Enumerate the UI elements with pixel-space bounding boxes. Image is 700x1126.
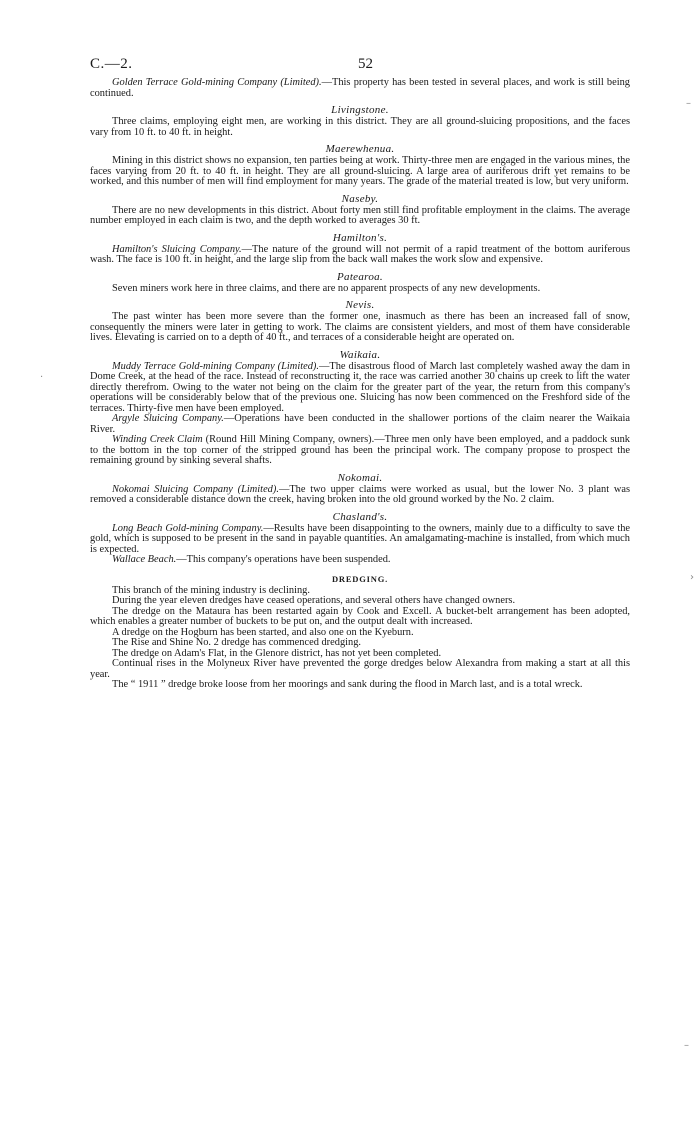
paragraph <box>90 284 630 295</box>
paragraph-text: Mining in this district shows no expansion, ten parties being at work. Thirty-three men are engaged in the various mines, the faces varying from 20 ft. to 40 ft. in height. They are all ground-sluicing. A large area of auriferous drift yet remains to be worked, and this number of men will find employment for many years. The grade of the material treated is low, but very uniform. <box>90 155 630 187</box>
paragraph <box>90 524 630 556</box>
paragraph-lead: Argyle Sluicing Company. <box>112 413 224 424</box>
paragraph: The dredge on Adam's Flat, in the Glenore district, has not yet been completed. <box>112 647 442 659</box>
paragraph <box>90 485 630 506</box>
dredging-paragraphs <box>90 586 630 691</box>
paragraph-text: —This property has been tested in several places, and work is still being continued. <box>90 77 631 99</box>
page-header <box>90 56 630 78</box>
section-livingstone <box>90 104 630 138</box>
paragraph <box>90 555 630 566</box>
section-heading: Nokomai. <box>337 471 383 484</box>
paragraph: Continual rises in the Molyneux River have prevented the gorge dredges below Alexandra from making a start at all this year. <box>90 658 630 680</box>
paragraph <box>90 362 630 415</box>
paragraph-text: —Operations have been conducted in the shallower portions of the claim nearer the Waikaia River. <box>90 413 630 435</box>
paragraph-lead: Nokomai Sluicing Company (Limited). <box>112 483 279 495</box>
section-heading: Maerewhenua. <box>325 143 395 155</box>
dredging-section <box>90 574 630 691</box>
section-heading: Nevis. <box>345 299 375 311</box>
paragraph-text: —The disastrous flood of March last completely washed away the dam in Dome Creek, at the head of the race. Instead of reconstructing it, the race was carried another 30 chains up creek to lift the water directly therefrom. Owing to the water not being on the claim for the greater part of the year, the return from this company's operations will be considerably below that of the previous one. Sluicing has now been commenced on the Freshford side of the terraces. Thirty-five men have been employed. <box>90 360 631 414</box>
paragraph <box>90 435 630 467</box>
paragraph-text: —The nature of the ground will not permit of a rapid treatment of the bottom auriferous wash. The face is 100 ft. in height, and the large slip from the back wall makes the work slow and expensive. <box>90 243 630 265</box>
paragraph <box>90 117 630 138</box>
paragraph-text: (Round Hill Mining Company, owners).—Three men only have been employed, and a paddock sunk to the bottom in the top corner of the stripped ground has been the principal work. The company propose to prospect the remaining ground by sinking several shafts. <box>90 434 630 466</box>
section-naseby <box>90 193 630 227</box>
paragraph <box>90 156 630 188</box>
document-body <box>90 78 630 566</box>
paragraph: This branch of the mining industry is declining. <box>112 584 310 596</box>
section-golden-terrace <box>90 78 630 99</box>
page-number: 52 <box>358 56 373 72</box>
section-chaslands <box>90 511 630 566</box>
margin-mark: › <box>690 572 694 583</box>
document-reference: C.—2. <box>90 56 133 72</box>
paragraph-text: The past winter has been more severe than the former one, inasmuch as there has been an increased fall of snow, consequently the miners were later in getting to work. The claims are consistent yielders, and most of them have considerable lives. Elevating is carried on to a depth of 40 ft., and terraces of a considerable height are operated on. <box>90 311 630 343</box>
paragraph-text: —The two upper claims were worked as usual, but the lower No. 3 plant was removed a considerable distance down the creek, having broken into the old ground worked by the No. 2 claim. <box>90 483 630 505</box>
paragraph <box>90 245 630 266</box>
paragraph: The “ 1911 ” dredge broke loose from her moorings and sank during the flood in March last, and is a total wreck. <box>112 679 583 690</box>
section-heading: Patearoa. <box>337 270 383 283</box>
section-heading: Waikaia. <box>339 348 381 361</box>
paragraph-lead: Winding Creek Claim <box>112 434 203 445</box>
margin-mark: · <box>40 372 44 383</box>
paragraph-lead: Golden Terrace Gold-mining Company (Limited). <box>112 77 322 88</box>
paragraph-lead: Long Beach Gold-mining Company. <box>112 522 264 534</box>
paragraph: The dredge on the Mataura has been restarted again by Cook and Excell. A bucket-belt arrangement has been adopted, which enables a greater number of buckets to be put on, and the output dealt with increased. <box>90 605 630 627</box>
section-patearoa <box>90 271 630 295</box>
paragraph-text: Seven miners work here in three claims, and there are no apparent prospects of any new developments. <box>112 282 541 294</box>
paragraph-text: —Results have been disappointing to the owners, mainly due to a difficulty to save the gold, which is supposed to be present in the sand in payable quantities. An amalgamating-machine is installed, from which much is expected. <box>90 522 631 555</box>
section-maerewhenua <box>90 143 630 188</box>
paragraph: A dredge on the Hogburn has been started, and also one on the Kyeburn. <box>112 626 414 638</box>
document-page <box>90 56 630 691</box>
paragraph: The Rise and Shine No. 2 dredge has commenced dredging. <box>112 637 362 648</box>
paragraph <box>90 312 630 344</box>
margin-mark: – <box>684 1040 689 1051</box>
paragraph <box>90 414 630 435</box>
section-heading: DREDGING. <box>331 573 389 584</box>
section-nokomai <box>90 472 630 506</box>
paragraph-text: There are no new developments in this district. About forty men still find profitable employment in the claims. The average number employed in each claim is two, and the depth worked to averages 30 ft. <box>90 204 630 226</box>
paragraph-text: Three claims, employing eight men, are working in this district. They are all ground-sluicing propositions, and the faces vary from 10 ft. to 40 ft. in height. <box>90 116 630 138</box>
section-heading: Chasland's. <box>332 510 388 523</box>
paragraph-lead: Muddy Terrace Gold-mining Company (Limited). <box>112 360 319 372</box>
margin-mark: – <box>686 98 691 109</box>
paragraph-lead: Wallace Beach. <box>112 554 177 565</box>
section-heading: Hamilton's. <box>332 231 388 244</box>
paragraph: During the year eleven dredges have ceased operations, and several others have changed owners. <box>112 595 516 606</box>
paragraph-lead: Hamilton's Sluicing Company. <box>112 243 242 255</box>
paragraph <box>90 78 630 99</box>
paragraph <box>90 206 630 227</box>
section-heading: Naseby. <box>341 192 379 205</box>
paragraph-text: —This company's operations have been suspended. <box>176 554 391 565</box>
section-heading: Livingstone. <box>331 104 389 116</box>
section-waikaia <box>90 349 630 467</box>
section-hamiltons <box>90 232 630 266</box>
section-nevis <box>90 299 630 344</box>
